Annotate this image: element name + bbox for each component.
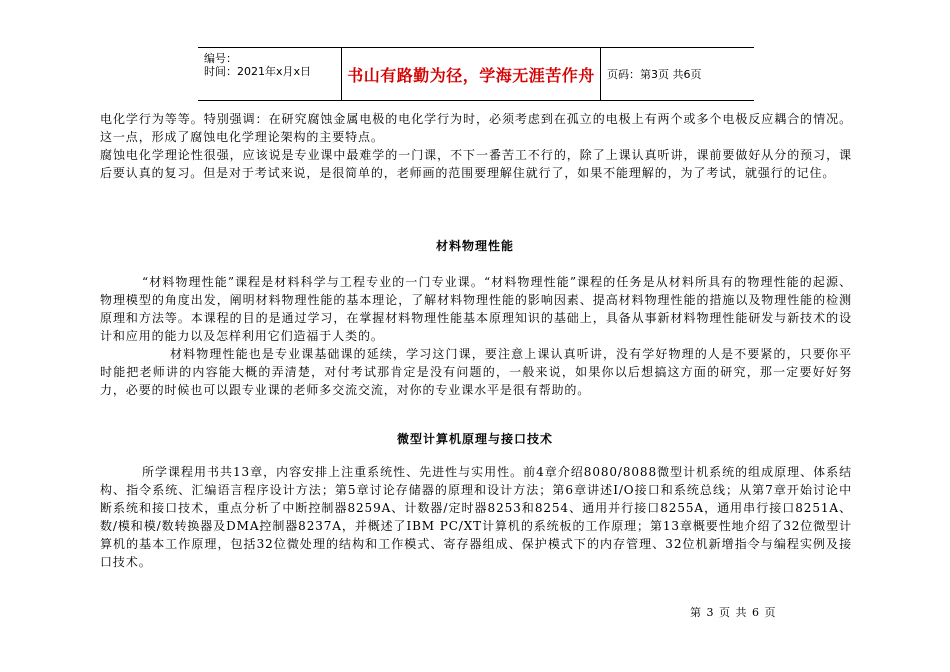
header-id-label: 编号： [204,52,237,65]
section-title-material-physics: 材料物理性能 [435,239,514,253]
page-header [198,47,754,101]
paragraph-1: 电化学行为等等。特别强调：在研究腐蚀金属电极的电化学行为时，必须考虑到在孤立的电极上有两个或多个电极反应耦合的情况。这一点，形成了腐蚀电化学理论架构的主要特点。 [100,112,852,144]
paragraph-4: 材料物理性能也是专业课基础课的延续，学习这门课，要注意上课认真听讲，没有学好物理的人是不要紧的，只要你平时能把老师讲的内容能大概的弄清楚，对付考试那肯定是没有问题的，一般来说，如果你以后想搞这方面的研究，那一定要好好努力，必要的时候也可以跟专业课的老师多交流交流，对你的专业课水平是很有帮助的。 [100,347,852,397]
header-time-label: 时间：2021年x月x日 [204,65,312,78]
header-motto: 书山有路勤为径，学海无涯苦作舟 [342,48,601,100]
paragraph-3: “材料物理性能”课程是材料科学与工程专业的一门专业课。“材料物理性能”课程的任务是从材料所具有的物理性能的起源、物理模型的角度出发，阐明材料物理性能的基本理论，了解材料物理性能的影响因素、提高材料物理性能的措施以及物理性能的检测原理和方法等。本课程的目的是通过学习，在掌握材料物理性能基本原理知识的基础上，具备从事新材料物理性能研发与新技术的设计和应用的能力以及怎样利用它们造福于人类的。 [100,275,852,343]
header-page-info: 页码：第3页 共6页 [607,68,702,81]
paragraph-5: 所学课程用书共13章，内容安排上注重系统性、先进性与实用性。前4章介绍8080/8088微型计机系统的组成原理、体系结构、指令系统、汇编语言程序设计方法；第5章讨论存储器的原理和设计方法；第6章讲述I/O接口和系统总线；从第7章开始讨论中断系统和接口技术，重点分析了中断控制器8259A、计数器/定时器8253和8254、通用并行接口8255A，通用串行接口8251A、数/模和模/数转换器及DMA控制器8237A，并概述了IBM PC/XT计算机的系统板的工作原理；第13章概要性地介绍了32位微型计算机的基本工作原理，包括32位微处理的结构和工作模式、寄存器组成、保护模式下的内存管理、32位机新增指令与编程实例及接口技术。 [100,465,852,569]
paragraph-2: 腐蚀电化学理论性很强，应该说是专业课中最难学的一门课，不下一番苦工不行的，除了上课认真听讲，课前要做好从分的预习，课后要认真的复习。但是对于考试来说，是很简单的，老师画的范围要理解住就行了，如果不能理解的，为了考试，就强行的记住。 [100,148,852,180]
header-meta [198,48,342,100]
page-footer: 第 3 页 共 6 页 [690,606,777,619]
section-title-microcomputer: 微型计算机原理与接口技术 [396,432,553,446]
